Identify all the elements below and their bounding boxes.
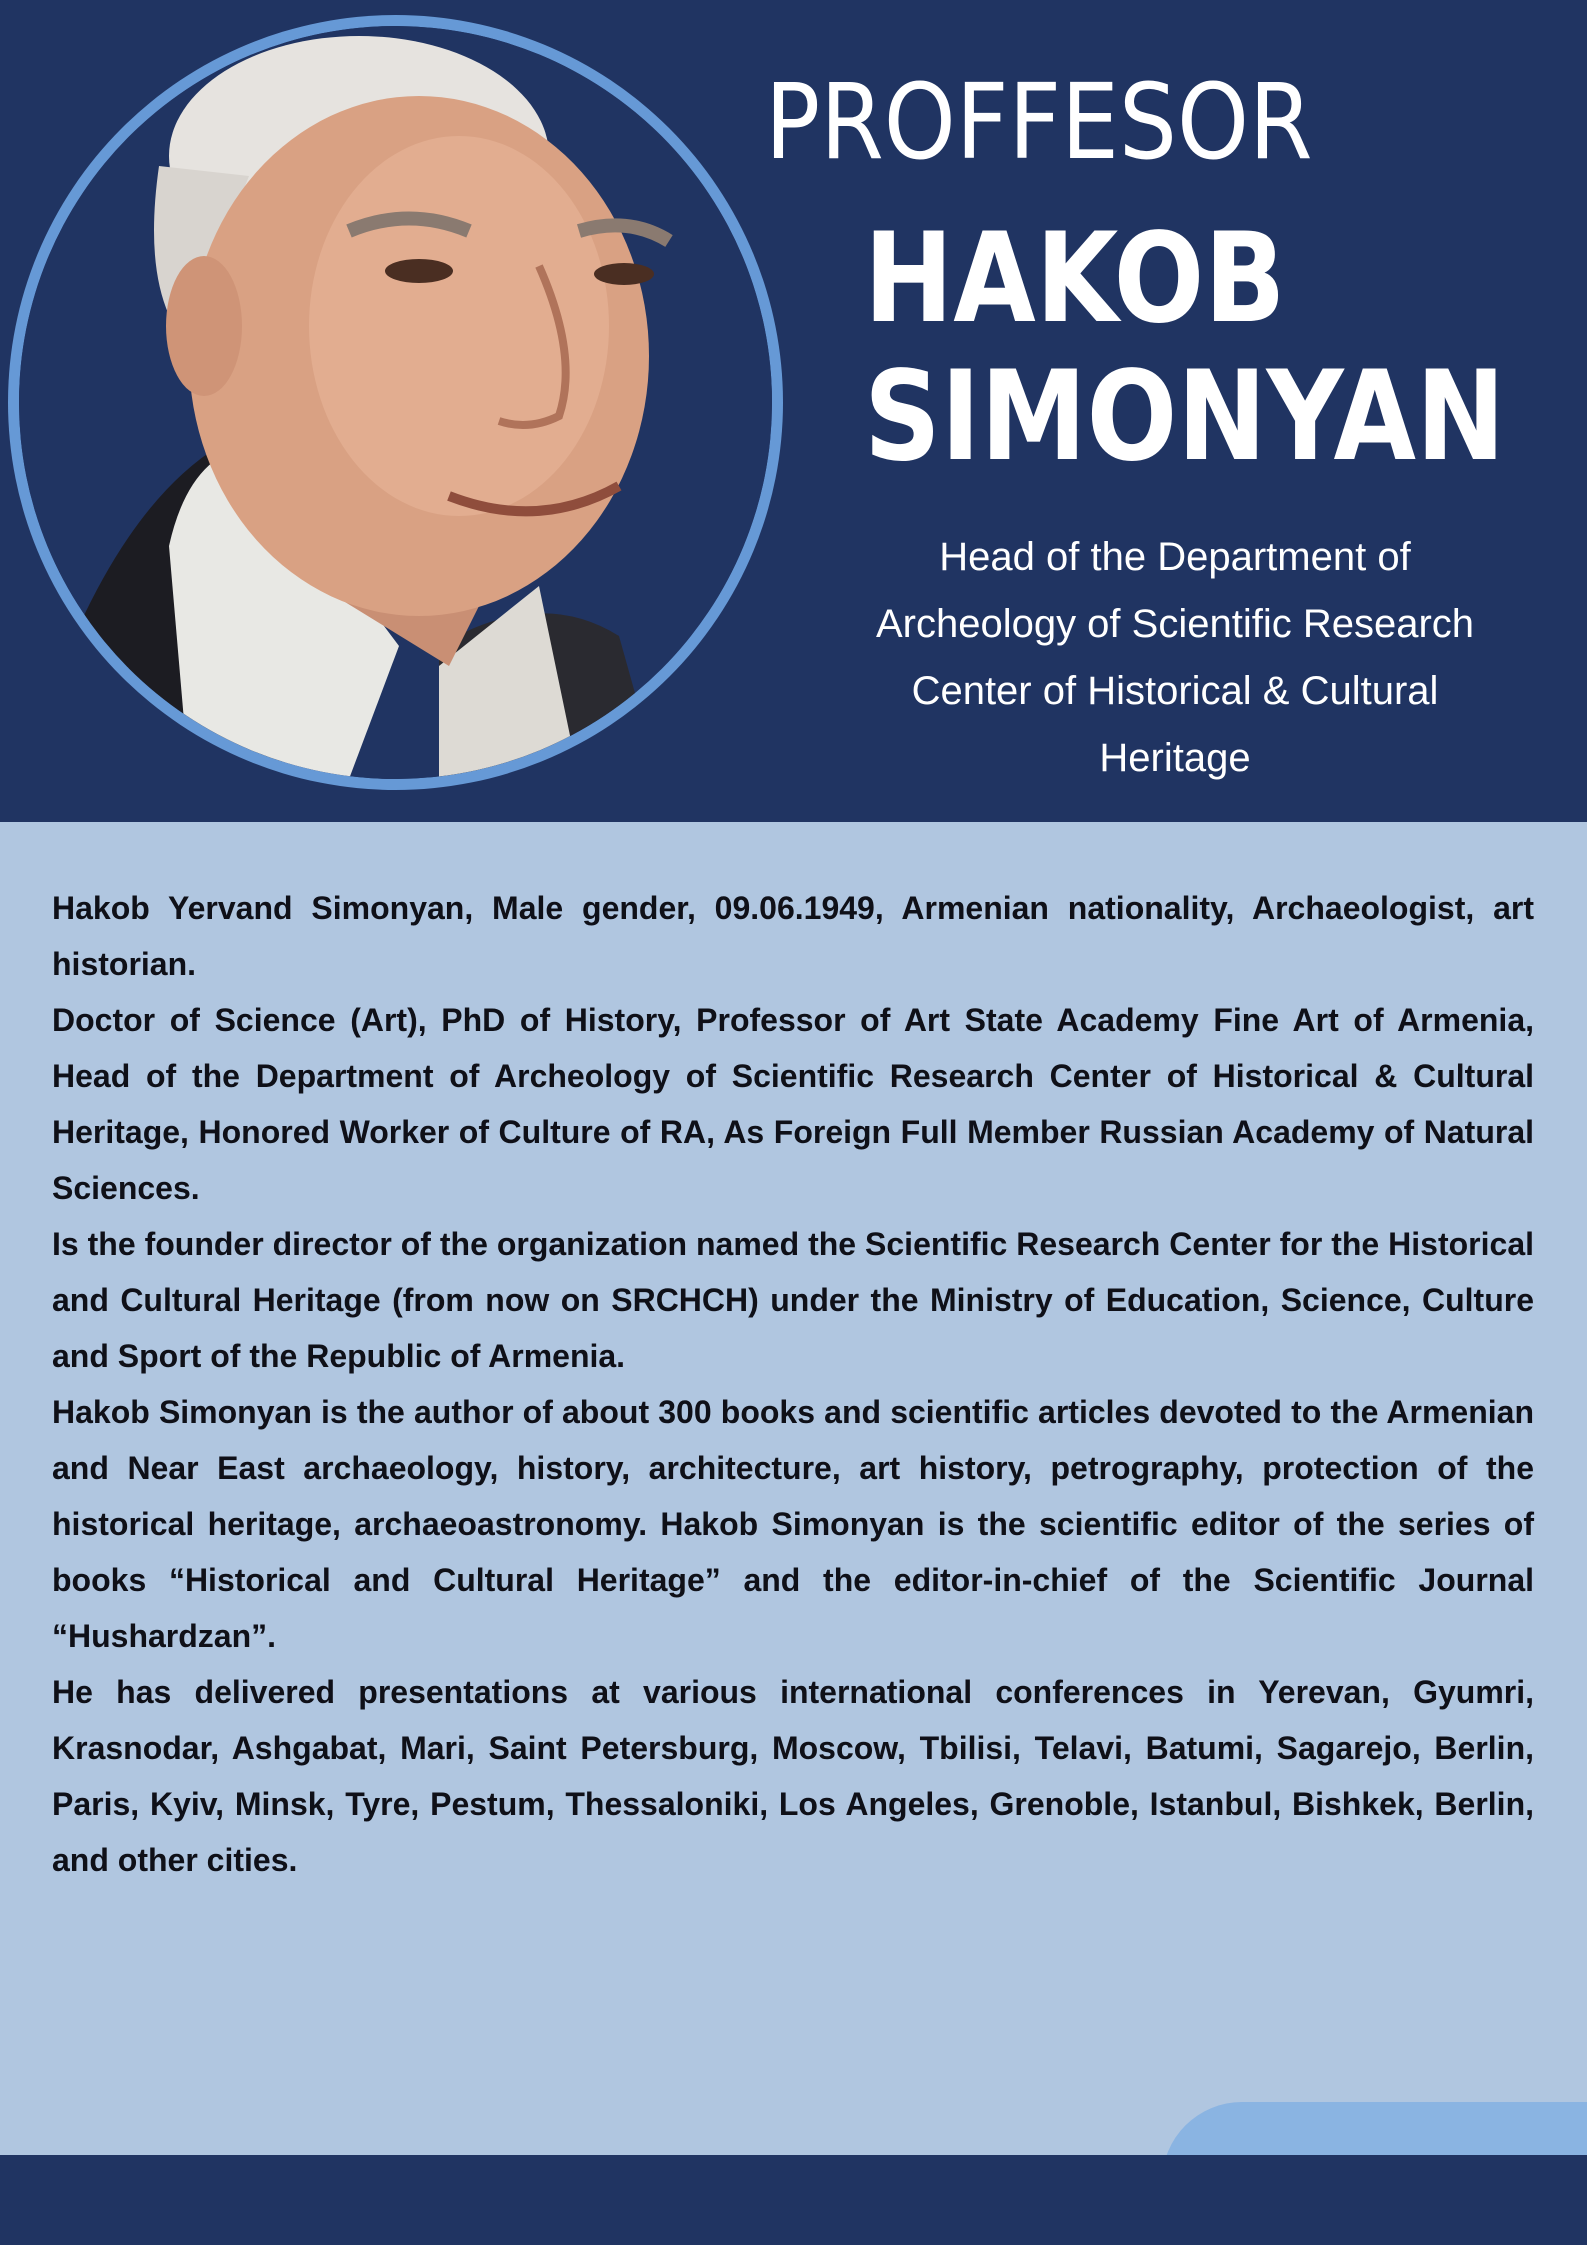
bio-paragraph: Doctor of Science (Art), PhD of History, Professor of Art State Academy Fine Art of Armenia, Head of the Department of Archeology of Scientific Research Center of Historical & Cultural Heritage, Honored Worker of Culture of RA, As Foreign Full Member Russian Academy of Natural Sciences. xyxy=(52,1002,1534,1206)
person-first-name: HAKOB xyxy=(864,207,1286,351)
bio-paragraph: Hakob Simonyan is the author of about 300 books and scientific articles devoted to the Armenian and Near East archaeology, history, architecture, art history, petrography, protection of the historical heritage, archaeoastronomy. Hakob Simonyan is the scientific editor of the series of books “Historical and Cultural Heritage” and the editor-in-chief of the Scientific Journal “Hushardzan”. xyxy=(52,1394,1534,1654)
portrait-photo xyxy=(19,26,772,779)
portrait-icon xyxy=(19,26,772,779)
position-description xyxy=(855,524,1495,792)
page-title-prefix: PROFFESOR xyxy=(765,61,1313,183)
person-last-name: SIMONYAN xyxy=(864,345,1506,489)
footer-bar xyxy=(0,2155,1587,2245)
header-banner xyxy=(0,0,1587,822)
position-line: Head of the Department of xyxy=(939,535,1411,579)
bio-paragraph: Hakob Yervand Simonyan, Male gender, 09.06.1949, Armenian nationality, Archaeologist, art historian. xyxy=(52,890,1534,982)
bio-paragraph: He has delivered presentations at various international conferences in Yerevan, Gyumri, Krasnodar, Ashgabat, Mari, Saint Petersburg, Moscow, Tbilisi, Telavi, Batumi, Sagarejo, Berlin, Paris, Kyiv, Minsk, Tyre, Pestum, Thessaloniki, Los Angeles, Grenoble, Istanbul, Bishkek, Berlin, and other cities. xyxy=(52,1674,1534,1878)
position-line: Heritage xyxy=(1099,736,1251,780)
bio-paragraph: Is the founder director of the organization named the Scientific Research Center for the Historical and Cultural Heritage (from now on SRCHCH) under the Ministry of Education, Science, Culture and Sport of the Republic of Armenia. xyxy=(52,1226,1534,1374)
position-line: Archeology of Scientific Research xyxy=(875,602,1475,646)
biography xyxy=(52,880,1534,1888)
position-line: Center of Historical & Cultural xyxy=(911,669,1439,713)
person-name xyxy=(864,207,1506,489)
